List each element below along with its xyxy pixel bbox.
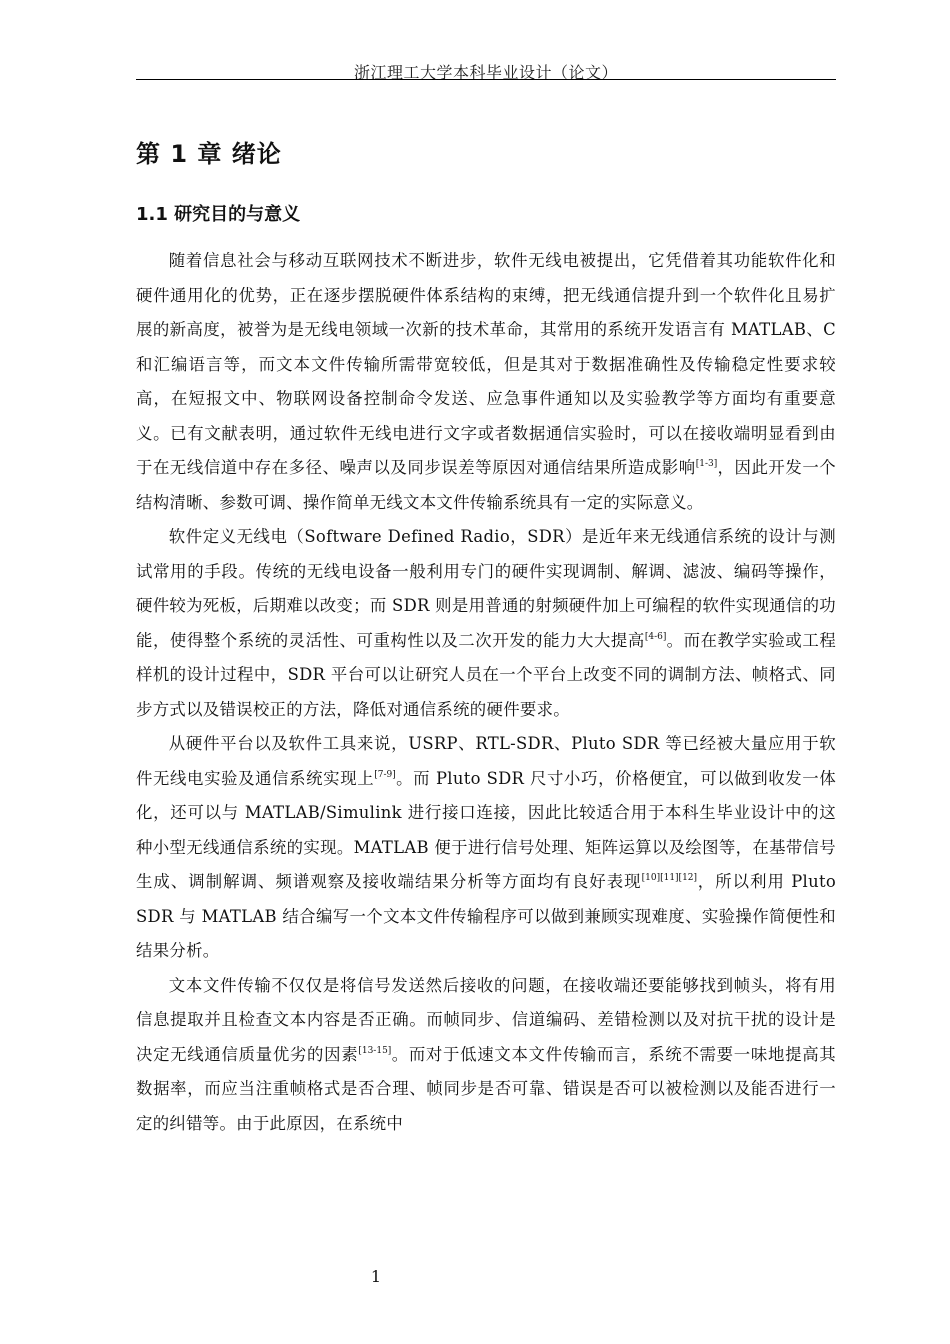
paragraph-1 [136, 244, 836, 520]
paragraph-text: ，因此开发一个结构清晰、参数可调、操作简单无线文本文件传输系统具有一定的实际意义。 [136, 458, 836, 512]
paragraph-text: 随着信息社会与移动互联网技术不断进步，软件无线电被提出，它凭借着其功能软件化和硬件通用化的优势，正在逐步摆脱硬件体系结构的束缚，把无线通信提升到一个软件化且易扩展的新高度，被誉为是无线电领域一次新的技术革命，其常用的系统开发语言有 MATLAB、C 和汇编语言等，而文本文件传输所需带宽较低，但是其对于数据准确性及传输稳定性要求较高，在短报文中、物联网设备控制命令发送、应急事件通知以及实验教学等方面均有重要意义。已有文献表明，通过软件无线电进行文字或者数据通信实验时，可以在接收端明显看到由于在无线信道中存在多径、噪声以及同步误差等原因对通信结果所造成影响 [136, 251, 836, 477]
body-text [136, 244, 836, 1141]
paragraph-3 [136, 727, 836, 969]
citation: [10][11][12] [641, 873, 698, 883]
paragraph-text: ，所以利用 Pluto SDR 与 MATLAB 结合编写一个文本文件传输程序可以做到兼顾实现难度、实验操作简便性和结果分析。 [136, 872, 836, 960]
citation: [1-3] [695, 459, 718, 469]
paragraph-text: 。而在教学实验或工程样机的设计过程中，SDR 平台可以让研究人员在一个平台上改变不同的调制方法、帧格式、同步方式以及错误校正的方法，降低对通信系统的硬件要求。 [136, 630, 837, 719]
paragraph-text: 文本文件传输不仅仅是将信号发送然后接收的问题，在接收端还要能够找到帧头，将有用信息提取并且检查文本内容是否正确。而帧同步、信道编码、差错检测以及对抗干扰的设计是决定无线通信质量优劣的因素 [136, 975, 836, 1064]
header-rule [136, 79, 836, 80]
paragraph-text: 。而对于低速文本文件传输而言，系统不需要一味地提高其数据率，而应当注重帧格式是否合理、帧同步是否可靠、错误是否可以被检测以及能否进行一定的纠错等。由于此原因，在系统中 [136, 1044, 836, 1133]
citation: [4-6] [644, 631, 667, 642]
section-title: 1.1 研究目的与意义 [136, 204, 301, 225]
citation: [7-9] [374, 769, 396, 780]
paragraph-4 [136, 969, 836, 1142]
paragraph-2 [136, 520, 836, 727]
paragraph-text: 软件定义无线电（Software Defined Radio，SDR）是近年来无线通信系统的设计与测试常用的手段。传统的无线电设备一般利用专门的硬件实现调制、解调、滤波、编码等操作，硬件较为死板，后期难以改变；而 SDR 则是用普通的射频硬件加上可编程的软件实现通信的功能，使得整个系统的灵活性、可重构性以及二次开发的能力大大提高 [136, 527, 836, 650]
paragraph-text: 从硬件平台以及软件工具来说，USRP、RTL-SDR、Pluto SDR 等已经被大量应用于软件无线电实验及通信系统实现上 [136, 734, 836, 788]
page-number: 1 [370, 1267, 382, 1286]
citation: [13-15] [358, 1045, 392, 1056]
chapter-title: 第 1 章 绪论 [136, 140, 282, 168]
running-header: 浙江理工大学本科毕业设计（论文） [353, 63, 618, 82]
paragraph-text: 。而 Pluto SDR 尺寸小巧，价格便宜，可以做到收发一体化，还可以与 MATLAB/Simulink 进行接口连接，因此比较适合用于本科生毕业设计中的这种小型无线通信系统的实现。MATLAB 便于进行信号处理、矩阵运算以及绘图等，在基带信号生成、调制解调、频谱观察及接收端结果分析等方面均有良好表现 [136, 768, 837, 891]
